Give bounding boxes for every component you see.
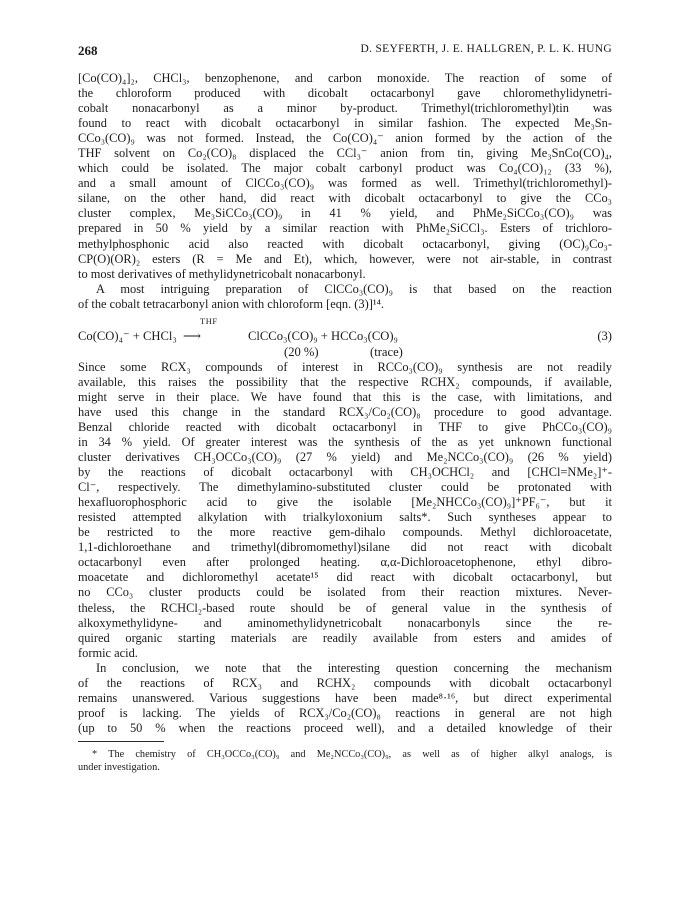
running-head — [78, 43, 612, 65]
footnote-line: under investigation. — [78, 762, 160, 774]
text-line: resisted attempted alkylation with trialkyloxonium salts*. Such syntheses appear to — [78, 510, 612, 525]
text-line: CCo₃(CO)₉ was not formed. Instead, the Co(CO)₄⁻ anion formed by the action of the — [78, 131, 612, 146]
text-line: and a small amount of ClCCo₃(CO)₉ was formed as well. Trimethyl(trichloromethyl)- — [78, 176, 612, 191]
text-line: might serve in their place. We have found that this is the case, with limitations, and — [78, 389, 612, 404]
text-line: by the reactions of dicobalt octacarbonyl with CH₃OCHCl₂ and [CHCl=NMe₂]⁺- — [78, 465, 612, 480]
text-line: [Co(CO)₄]₂, CHCl₃, benzophenone, and carbon monoxide. The reaction of some of — [78, 71, 612, 85]
text-line: the chloroform produced with dicobalt octacarbonyl gave chloromethylidynetri- — [78, 86, 612, 101]
text-line: alkoxymethylidyne- and aminomethylidynetricobalt nonacarbonyls since the re- — [78, 615, 612, 630]
text-line: no CCo₃ cluster products could be isolated from their reaction mixtures. Never- — [78, 585, 612, 600]
body-text — [78, 71, 612, 736]
text-line: Since some RCX₃ compounds of interest in RCCo₃(CO)₉ synthesis are not readily — [78, 359, 612, 374]
text-line: to most derivatives of methylidynetricobalt nonacarbonyl. — [78, 266, 366, 281]
running-title: D. SEYFERTH, J. E. HALLGREN, P. L. K. HUNG — [360, 43, 612, 55]
text-line: remains unanswered. Various suggestions have been made⁸·¹⁶, but direct experimental — [78, 690, 612, 705]
text-line: cobalt nonacarbonyl as a minor by-product. Trimethyl(trichloromethyl)tin was — [78, 101, 612, 116]
text-line: be restricted to the more reactive gem-dihalo compounds. Methyl dichloroacetate, — [78, 525, 612, 540]
equation-yield-major: (20 %) — [284, 344, 319, 359]
footnote-line: * The chemistry of CH₃OCCo₃(CO)₉ and Me₂NCCo₃(CO)₉, as well as of higher alkyl analogs, is — [92, 748, 612, 760]
text-line: A most intriguing preparation of ClCCo₃(CO)₉ is that based on the reaction — [96, 281, 612, 296]
text-line: found to react with dicobalt octacarbonyl in similar fashion. The expected Me₃Sn- — [78, 116, 612, 131]
footnote — [78, 748, 612, 775]
text-line: 1,1-dichloroethane and trimethyl(dibromomethyl)silane did not react with dicobalt — [78, 540, 612, 555]
text-line: which could be isolated. The major cobalt carbonyl product was Co₄(CO)₁₂ (33 %), — [78, 161, 612, 176]
text-line: Benzal chloride reacted with dicobalt octacarbonyl in THF to give PhCCo₃(CO)₉ — [78, 419, 612, 434]
paragraph-3 — [78, 360, 612, 661]
text-line: of the cobalt tetracarbonyl anion with chloroform [eqn. (3)]¹⁴. — [78, 296, 384, 311]
text-line: have used this change in the standard RCX₃/Co₂(CO)₈ procedure to good advantage. — [78, 404, 612, 419]
text-line: moacetate and dichloromethyl acetate¹⁵ did react with dicobalt octacarbonyl, but — [78, 570, 612, 585]
paragraph-1 — [78, 71, 612, 282]
equation-reactants: Co(CO)₄⁻ + CHCl₃ — [78, 328, 177, 343]
equation-solvent-label: THF — [200, 315, 218, 326]
text-line: methylphosphonic acid also reacted with dicobalt octacarbonyl, giving (OC)₉Co₃- — [78, 236, 612, 251]
text-line: formic acid. — [78, 645, 138, 660]
paragraph-2 — [78, 282, 612, 312]
footnote-divider — [78, 741, 164, 742]
reaction-arrow-icon: ⟶ — [183, 328, 202, 343]
text-line: hexafluorophosphoric acid to give the isolable [Me₂NHCCo₃(CO)₉]⁺PF₆⁻, but it — [78, 495, 612, 510]
journal-page — [78, 43, 612, 775]
text-line: available, this raises the possibility that the respective RCHX₂ compounds, if available, — [78, 374, 612, 389]
text-line: proof is lacking. The yields of RCX₃/Co₂(CO)₈ reactions in general are not high — [78, 705, 612, 720]
text-line: of the reactions of RCX₃ and RCHX₂ compounds with dicobalt octacarbonyl — [78, 675, 612, 690]
text-line: THF solvent on Co₂(CO)₈ displaced the CCl₃⁻ anion from tin, giving Me₃SnCo(CO)₄, — [78, 146, 612, 161]
text-line: octacarbonyl even after prolonged heating. α,α-Dichloroacetophenone, ethyl dibro- — [78, 555, 612, 570]
text-line: CP(O)(OR)₂ esters (R = Me and Et), which, however, were not air-stable, in contrast — [78, 251, 612, 266]
text-line: quired organic starting materials are readily available from esters and amides of — [78, 630, 612, 645]
text-line: In conclusion, we note that the interesting question concerning the mechanism — [96, 660, 612, 675]
page-number: 268 — [78, 43, 98, 58]
text-line: in 34 % yield. Of greater interest was the synthesis of the as yet unknown functional — [78, 434, 612, 449]
equation-number: (3) — [597, 328, 612, 343]
text-line: cluster complex, Me₃SiCCo₃(CO)₉ in 41 % yield, and PhMe₂SiCCo₃(CO)₉ was — [78, 206, 612, 221]
text-line: (up to 50 % when the reactions proceed well), and a detailed knowledge of their — [78, 720, 612, 735]
text-line: silane, on the other hand, did react with dicobalt octacarbonyl to give the CCo₃ — [78, 191, 612, 206]
text-line: theless, the RCHCl₂-based route should be of general value in the synthesis of — [78, 600, 612, 615]
equation-products: ClCCo₃(CO)₉ + HCCo₃(CO)₉ — [248, 328, 398, 343]
equation-yield-minor: (trace) — [370, 344, 403, 359]
text-line: prepared in 50 % yield by a similar reaction with PhMe₂SiCCl₃. Esters of trichloro- — [78, 221, 612, 236]
text-line: Cl⁻, respectively. The dimethylamino-substituted cluster could be protonated with — [78, 480, 612, 495]
text-line: cluster derivatives CH₃OCCo₃(CO)₉ (27 % yield) and Me₂NCCo₃(CO)₉ (26 % yield) — [78, 450, 612, 465]
equation-3 — [78, 312, 612, 360]
paragraph-4 — [78, 661, 612, 736]
